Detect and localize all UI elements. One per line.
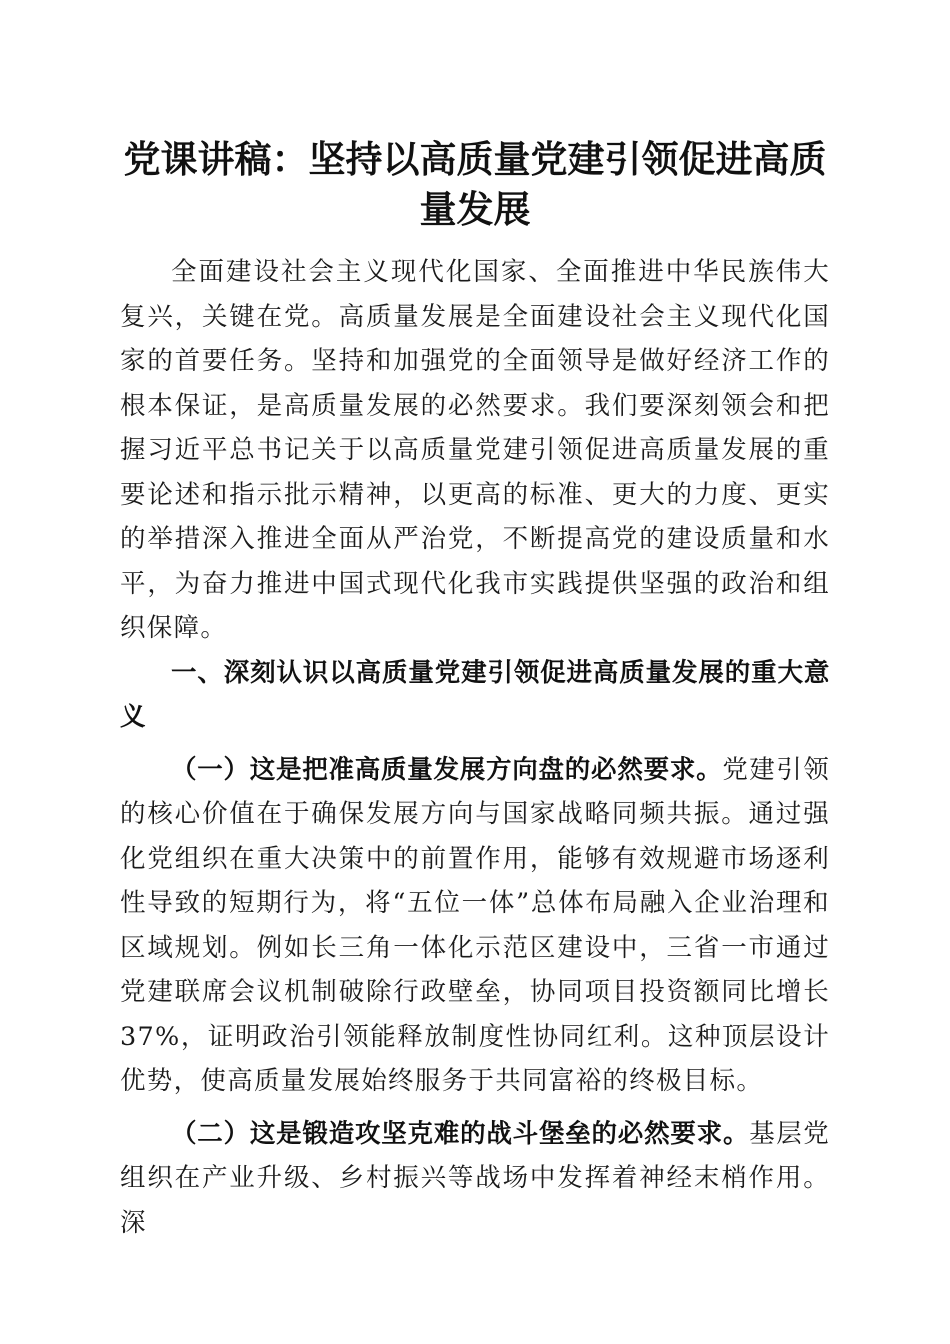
intro-paragraph: 全面建设社会主义现代化国家、全面推进中华民族伟大复兴，关键在党。高质量发展是全面建设社会主义现代化国家的首要任务。坚持和加强党的全面领导是做好经济工作的根本保证，是高质量发展的必然要求。我们要深刻领会和把握习近平总书记关于以高质量党建引领促进高质量发展的重要论述和指示批示精神，以更高的标准、更大的力度、更实的举措深入推进全面从严治党，不断提高党的建设质量和水平，为奋力推进中国式现代化我市实践提供坚强的政治和组织保障。 xyxy=(120,257,830,643)
paragraph-gap xyxy=(120,740,830,748)
document-title: 党课讲稿：坚持以高质量党建引领促进高质量发展 xyxy=(123,137,827,231)
section-heading: 一、深刻认识以高质量党建引领促进高质量发展的重大意义 xyxy=(120,657,830,732)
subsection-paragraph-2 xyxy=(120,1112,830,1246)
document-body xyxy=(120,250,830,1245)
subsection-paragraph-1 xyxy=(120,748,830,1104)
subsection-heading-2: （二）这是锻造攻坚克难的战斗堡垒的必然要求。 xyxy=(171,1118,750,1149)
paragraph-gap xyxy=(120,1104,830,1112)
subsection-text-2: 基层党组织在产业升级、乡村振兴等战场中发挥着神经末梢作用。深 xyxy=(120,1118,831,1238)
subsection-heading-1: （一）这是把准高质量发展方向盘的必然要求。 xyxy=(171,754,723,785)
subsection-text-1: 党建引领的核心价值在于确保发展方向与国家战略同频共振。通过强化党组织在重大决策中的前置作用，能够有效规避市场逐利性导致的短期行为，将“五位一体”总体布局融入企业治理和区域规划。例如长三角一体化示范区建设中，三省一市通过党建联席会议机制破除行政壁垒，协同项目投资额同比增长37%，证明政治引领能释放制度性协同红利。这种顶层设计优势，使高质量发展始终服务于共同富裕的终极目标。 xyxy=(120,754,830,1096)
